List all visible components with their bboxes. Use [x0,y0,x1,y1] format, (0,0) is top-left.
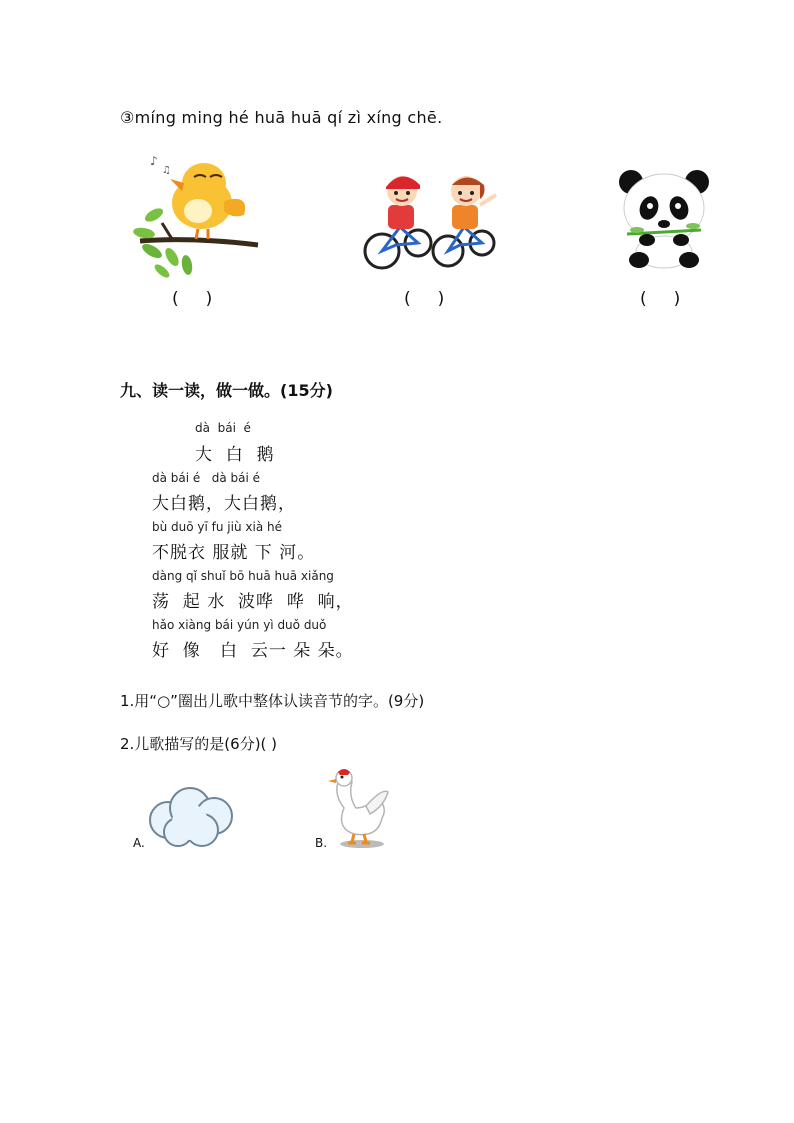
poem-line-3: 荡 起 水 波哗 哗 响， [152,592,354,612]
kids-bicycle-icon [362,165,508,273]
answer-blank-2[interactable]: ( ) [404,289,445,309]
goose-icon[interactable] [326,768,392,850]
poem-line-1: 大白鹅，大白鹅， [152,494,296,514]
panda-icon [617,168,711,270]
option-a-label: A. [133,836,145,850]
cloud-icon[interactable] [144,784,238,850]
answer-blank-1[interactable]: ( ) [172,289,213,309]
poem-title-pinyin: dà bái é [195,421,251,435]
poem-line-2: 不脱衣 服就 下 河。 [152,543,316,563]
poem-line-4: 好 像 白 云一 朵 朵。 [152,641,354,661]
poem-line-1-pinyin: dà bái é dà bái é [152,471,261,485]
question-1: 1.用“○”圈出儿歌中整体认读音节的字。(9分) [120,692,425,710]
poem-title: 大 白 鹅 [195,445,275,465]
question-2: 2.儿歌描写的是(6分)( ) [120,735,278,753]
poem-line-3-pinyin: dàng qǐ shuǐ bō huā huā xiǎng [152,569,334,583]
bird-icon [132,153,260,278]
question-3-pinyin: ③míng ming hé huā huā qí zì xíng chē. [120,108,443,127]
poem-line-2-pinyin: bù duō yī fu jiù xià hé [152,520,282,534]
answer-blank-3[interactable]: ( ) [640,289,681,309]
svg-text:♫: ♫ [162,165,171,176]
poem-line-4-pinyin: hǎo xiàng bái yún yì duǒ duǒ [152,618,327,632]
section-title: 九、读一读，做一做。(15分) [120,381,333,400]
option-b-label: B. [315,836,328,850]
svg-text:♪: ♪ [150,154,158,168]
